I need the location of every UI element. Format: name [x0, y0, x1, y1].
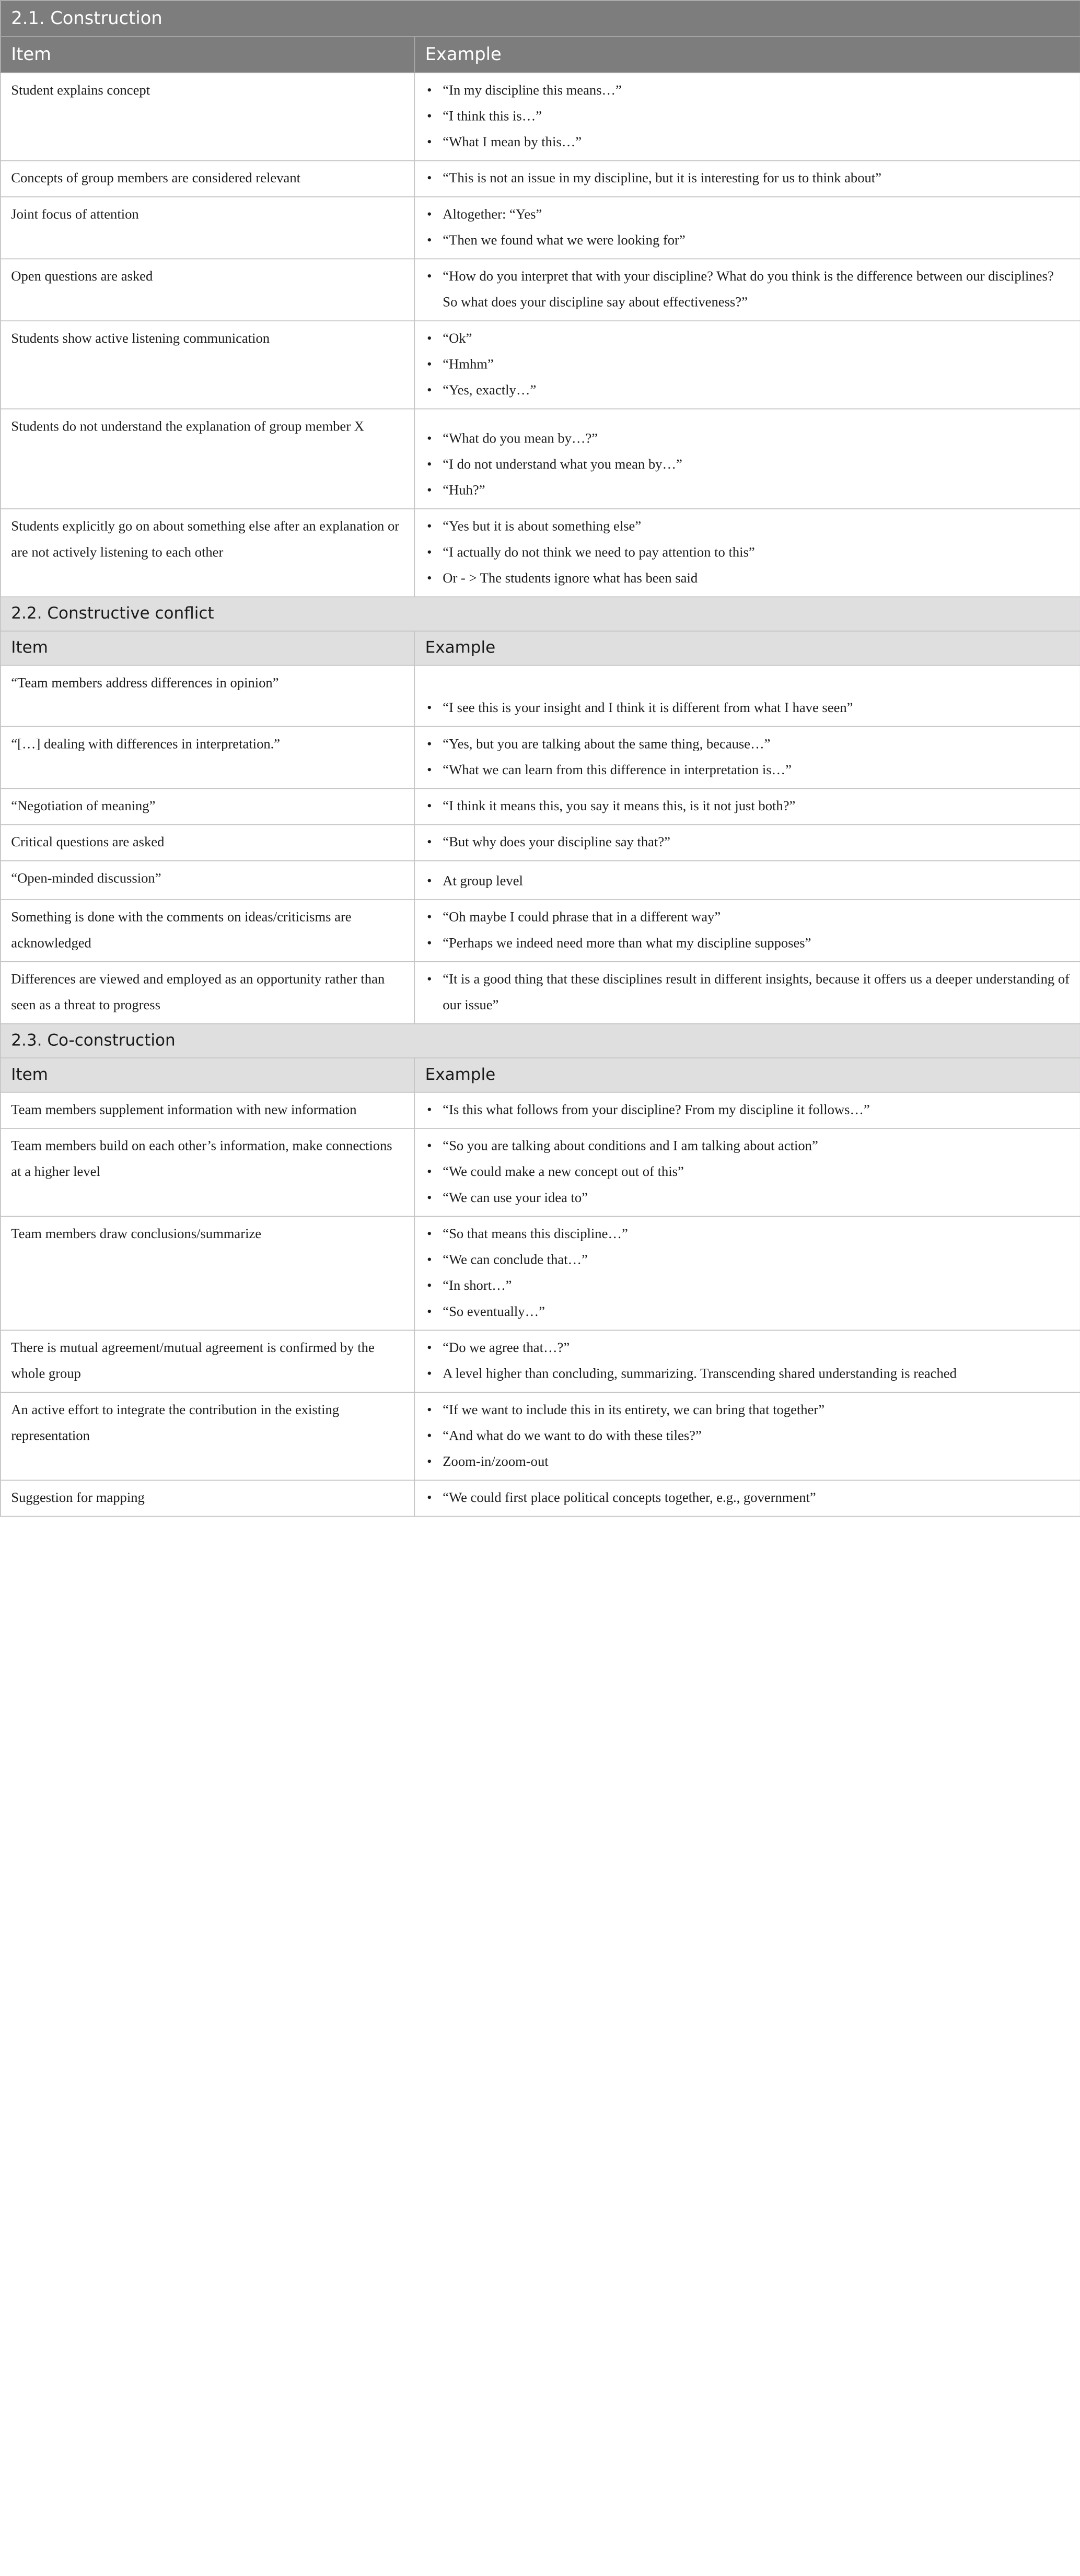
example-cell [414, 1092, 1080, 1128]
table-row [1, 197, 1080, 259]
example-item: • “It is a good thing that these disciplines result in different insights, because it offers us a deeper understanding of our issue” [425, 967, 1070, 1019]
example-cell [414, 1481, 1080, 1517]
column-header-example: Example [414, 37, 1080, 73]
example-item: • “I actually do not think we need to pay attention to this” [425, 540, 1070, 566]
example-item: • “But why does your discipline say that?” [425, 830, 1070, 856]
example-item: • “Oh maybe I could phrase that in a different way” [425, 905, 1070, 931]
item-cell: Student explains concept [1, 73, 414, 160]
section-header-co-construction [1, 1024, 1080, 1058]
example-item: • “Is this what follows from your discipline? From my discipline it follows…” [425, 1098, 1070, 1124]
table-row [1, 861, 1080, 900]
table-row [1, 900, 1080, 962]
example-item: • “Then we found what we were looking for” [425, 228, 1070, 254]
example-item: • “Yes, but you are talking about the same thing, because…” [425, 731, 1070, 757]
example-item: • “Ok” [425, 326, 1070, 352]
example-item: • “How do you interpret that with your discipline? What do you think is the difference between our disciplines? So what does your discipline say about effectiveness?” [425, 264, 1070, 316]
example-cell [414, 1216, 1080, 1330]
example-cell [414, 509, 1080, 597]
example-item: • “I see this is your insight and I think it is different from what I have seen” [425, 695, 1070, 721]
example-item: • A level higher than concluding, summarizing. Transcending shared understanding is reached [425, 1361, 1070, 1388]
item-cell: An active effort to integrate the contribution in the existing representation [1, 1392, 414, 1480]
example-cell [414, 321, 1080, 409]
table-row [1, 509, 1080, 597]
section-title: 2.2. Constructive conflict [1, 597, 1080, 631]
column-header-row [1, 631, 1080, 666]
example-item: • Or - > The students ignore what has been said [425, 566, 1070, 592]
column-header-example: Example [414, 631, 1080, 666]
example-item: • “I think it means this, you say it means this, is it not just both?” [425, 794, 1070, 820]
item-cell: Students show active listening communication [1, 321, 414, 409]
example-item: • “So that means this discipline…” [425, 1221, 1070, 1248]
example-item: • “In short…” [425, 1273, 1070, 1299]
example-cell [414, 259, 1080, 321]
example-item: • “In my discipline this means…” [425, 78, 1070, 104]
example-cell [414, 666, 1080, 727]
example-cell [414, 161, 1080, 197]
table-row [1, 962, 1080, 1024]
example-cell [414, 861, 1080, 900]
table-row [1, 161, 1080, 197]
example-cell [414, 900, 1080, 962]
example-item: • “This is not an issue in my discipline, but it is interesting for us to think about” [425, 166, 1070, 192]
example-item: • “If we want to include this in its entirety, we can bring that together” [425, 1397, 1070, 1424]
item-cell: Team members build on each other’s information, make connections at a higher level [1, 1128, 414, 1216]
section-title: 2.1. Construction [1, 1, 1080, 37]
table-row [1, 321, 1080, 409]
table-row [1, 1330, 1080, 1392]
example-item: • “Hmhm” [425, 352, 1070, 378]
table-row [1, 1216, 1080, 1330]
item-cell: There is mutual agreement/mutual agreement is confirmed by the whole group [1, 1330, 414, 1392]
column-header-example: Example [414, 1058, 1080, 1092]
example-item: • “We could make a new concept out of this” [425, 1159, 1070, 1185]
example-item: • Altogether: “Yes” [425, 202, 1070, 228]
example-item: • “I do not understand what you mean by…” [425, 452, 1070, 478]
example-item: • At group level [425, 869, 1070, 895]
table-row [1, 825, 1080, 861]
example-cell [414, 962, 1080, 1024]
example-item: • “Do we agree that…?” [425, 1335, 1070, 1361]
example-cell [414, 409, 1080, 509]
example-item: • “We could first place political concepts together, e.g., government” [425, 1485, 1070, 1511]
example-cell [414, 1128, 1080, 1216]
example-item: • “And what do we want to do with these tiles?” [425, 1423, 1070, 1449]
table-row [1, 73, 1080, 160]
table-row [1, 788, 1080, 824]
item-cell: Something is done with the comments on ideas/criticisms are acknowledged [1, 900, 414, 962]
table-row [1, 1392, 1080, 1480]
item-cell: Suggestion for mapping [1, 1481, 414, 1517]
table-row [1, 1481, 1080, 1517]
table-row [1, 409, 1080, 509]
column-header-item: Item [1, 1058, 414, 1092]
example-item: • Zoom-in/zoom-out [425, 1449, 1070, 1475]
column-header-item: Item [1, 631, 414, 666]
item-cell: “Negotiation of meaning” [1, 788, 414, 824]
example-item: • “Yes, exactly…” [425, 378, 1070, 404]
item-cell: Critical questions are asked [1, 825, 414, 861]
example-item: • “So eventually…” [425, 1299, 1070, 1325]
item-cell: Team members supplement information with new information [1, 1092, 414, 1128]
example-item: • “What we can learn from this difference in interpretation is…” [425, 757, 1070, 784]
section-header-construction [1, 1, 1080, 37]
example-item: • “So you are talking about conditions and I am talking about action” [425, 1134, 1070, 1160]
section-title: 2.3. Co-construction [1, 1024, 1080, 1058]
example-item: • “Yes but it is about something else” [425, 514, 1070, 540]
example-item: • “What do you mean by…?” [425, 426, 1070, 452]
table-row [1, 259, 1080, 321]
example-item: • “Huh?” [425, 478, 1070, 504]
example-cell [414, 197, 1080, 259]
example-cell [414, 1392, 1080, 1480]
example-cell [414, 1330, 1080, 1392]
example-item: • “Perhaps we indeed need more than what my discipline supposes” [425, 930, 1070, 957]
table-row [1, 727, 1080, 789]
example-cell [414, 73, 1080, 160]
column-header-row [1, 1058, 1080, 1092]
item-cell: Open questions are asked [1, 259, 414, 321]
example-item: • “We can conclude that…” [425, 1248, 1070, 1274]
item-cell: Joint focus of attention [1, 197, 414, 259]
item-cell: “Open-minded discussion” [1, 861, 414, 900]
example-cell [414, 788, 1080, 824]
table-row [1, 666, 1080, 727]
column-header-row [1, 37, 1080, 73]
item-cell: “Team members address differences in opinion” [1, 666, 414, 727]
table-row [1, 1128, 1080, 1216]
example-cell [414, 825, 1080, 861]
table-row [1, 1092, 1080, 1128]
item-cell: Students do not understand the explanation of group member X [1, 409, 414, 509]
example-item: • “We can use your idea to” [425, 1185, 1070, 1211]
column-header-item: Item [1, 37, 414, 73]
item-cell: Concepts of group members are considered relevant [1, 161, 414, 197]
item-cell: Team members draw conclusions/summarize [1, 1216, 414, 1330]
item-cell: “[…] dealing with differences in interpretation.” [1, 727, 414, 789]
example-cell [414, 727, 1080, 789]
example-item: • “I think this is…” [425, 104, 1070, 130]
section-header-constructive-conflict [1, 597, 1080, 631]
item-cell: Students explicitly go on about something else after an explanation or are not actively listening to each other [1, 509, 414, 597]
example-item: • “What I mean by this…” [425, 130, 1070, 156]
item-cell: Differences are viewed and employed as an opportunity rather than seen as a threat to progress [1, 962, 414, 1024]
